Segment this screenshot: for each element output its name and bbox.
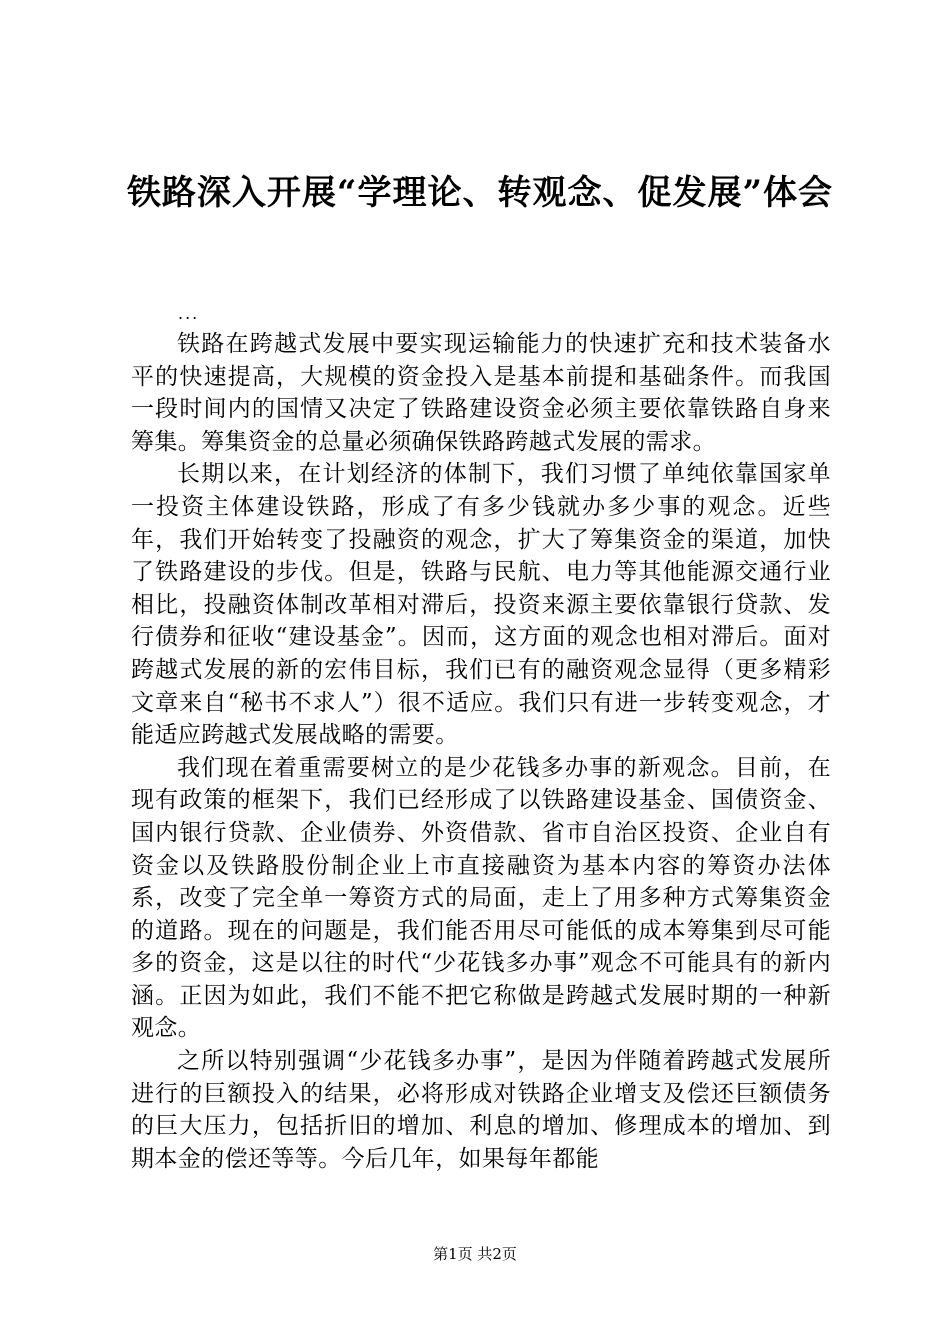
ellipsis-marker: ... bbox=[178, 304, 200, 323]
paragraph-3: 我们现在着重需要树立的是少花钱多办事的新观念。目前，在现有政策的框架下，我们已经形成了以铁路建设基金、国债资金、国内银行贷款、企业债券、外资借款、省市自治区投资、企业自有资金以及铁路股份制企业上市直接融资为基本内容的筹资办法体系，改变了完全单一筹资方式的局面，走上了用多种方式筹集资金的道路。现在的问题是，我们能否用尽可能低的成本筹集到尽可能多的资金，这是以往的时代“少花钱多办事”观念不可能具有的新内涵。正因为如此，我们不能不把它称做是跨越式发展时期的一种新观念。 bbox=[131, 754, 831, 1042]
paragraph-1: 铁路在跨越式发展中要实现运输能力的快速扩充和技术装备水平的快速提高，大规模的资金投入是基本前提和基础条件。而我国一段时间内的国情又决定了铁路建设资金必须主要依靠铁路自身来筹集。筹集资金的总量必须确保铁路跨越式发展的需求。 bbox=[131, 331, 831, 455]
page-footer: 第1页 共2页 bbox=[433, 1245, 517, 1263]
paragraph-4: 之所以特别强调“少花钱多办事”，是因为伴随着跨越式发展所进行的巨额投入的结果，必将形成对铁路企业增支及偿还巨额债务的巨大压力，包括折旧的增加、利息的增加、修理成本的增加、到期本金的偿还等等。今后几年，如果每年都能 bbox=[131, 1048, 831, 1172]
paragraph-2: 长期以来，在计划经济的体制下，我们习惯了单纯依靠国家单一投资主体建设铁路，形成了有多少钱就办多少事的观念。近些年，我们开始转变了投融资的观念，扩大了筹集资金的渠道，加快了铁路建设的步伐。但是，铁路与民航、电力等其他能源交通行业相比，投融资体制改革相对滞后，投资来源主要依靠银行贷款、发行债券和征收“建设基金”。因而，这方面的观念也相对滞后。面对跨越式发展的新的宏伟目标，我们已有的融资观念显得（更多精彩文章来自“秘书不求人”）很不适应。我们只有进一步转变观念，才能适应跨越式发展战略的需要。 bbox=[131, 461, 831, 749]
document-body bbox=[131, 328, 831, 1175]
document-title: 铁路深入开展“学理论、转观念、促发展”体会 bbox=[126, 173, 834, 213]
